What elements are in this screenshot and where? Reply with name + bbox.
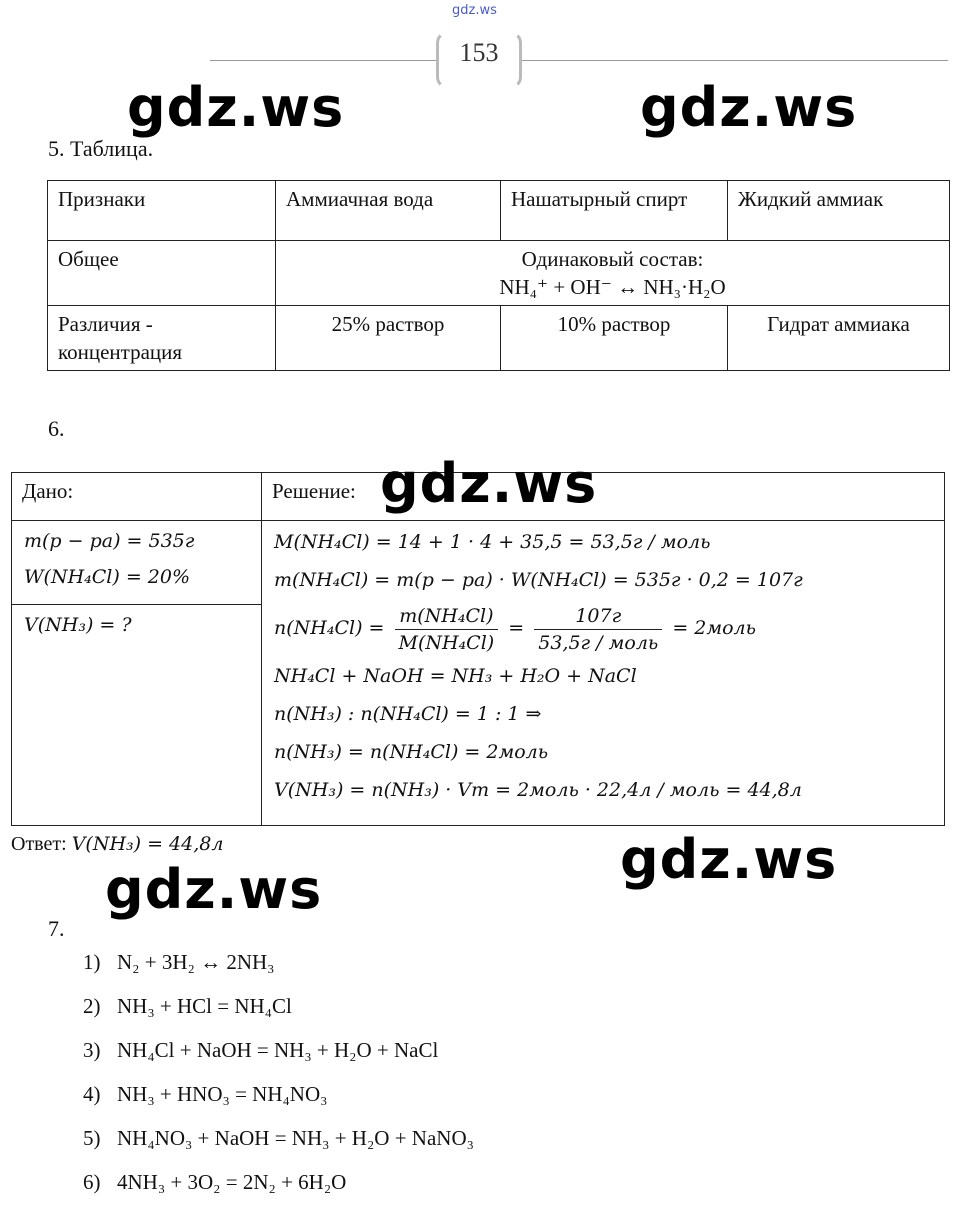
- table-cell-common: [276, 241, 950, 306]
- comparison-table: [47, 180, 950, 371]
- task7-heading: 7.: [48, 916, 65, 941]
- solution-line-fraction: [274, 599, 932, 657]
- common-composition-title: Одинаковый состав:: [521, 247, 704, 271]
- fraction-denominator: M(NH₄Cl): [398, 631, 495, 654]
- table-header: Нашатырный спирт: [501, 181, 728, 241]
- given-cell: [12, 521, 262, 826]
- solution-line: NH₄Cl + NaOH = NH₃ + H₂O + NaCl: [274, 665, 637, 687]
- equation-item: 4) NH₃ + HNO₃ = NH₄NO₃: [83, 1082, 328, 1106]
- fraction-numerator: m(NH₄Cl): [395, 603, 499, 630]
- table-header: Жидкий аммиак: [728, 181, 950, 241]
- watermark: gdz.ws: [127, 76, 345, 139]
- solution-line: m(NH₄Cl) = m(p − pa) · W(NH₄Cl) = 535г · 0,2 = 107г: [274, 569, 803, 591]
- fraction-lhs: n(NH₄Cl) =: [274, 617, 385, 639]
- solution-cell: [262, 521, 945, 826]
- watermark: gdz.ws: [640, 76, 858, 139]
- table-header: Признаки: [48, 181, 276, 241]
- find-value: V(NH₃) = ?: [24, 614, 132, 636]
- watermark: gdz.ws: [380, 452, 598, 515]
- equation-list: [83, 950, 474, 1214]
- answer-value: V(NH₃) = 44,8л: [71, 833, 224, 855]
- solution-header: Решение:: [262, 473, 945, 521]
- task6-heading: 6.: [48, 416, 65, 441]
- given-header: Дано:: [12, 473, 262, 521]
- watermark-small: gdz.ws: [452, 3, 497, 18]
- fraction-numerator: 107г: [534, 603, 662, 630]
- equation-item: 3) NH₄Cl + NaOH = NH₃ + H₂O + NaCl: [83, 1038, 439, 1062]
- page-number: 153: [459, 38, 499, 67]
- solution-line: n(NH₃) = n(NH₄Cl) = 2моль: [274, 741, 549, 763]
- equation-item: 2) NH₃ + HCl = NH₄Cl: [83, 994, 292, 1018]
- equals-sign: =: [508, 617, 525, 639]
- table-cell-label: Различия - концентрация: [48, 306, 276, 371]
- problem-table: [11, 472, 945, 826]
- fraction: [395, 603, 499, 656]
- solution-line: n(NH₃) : n(NH₄Cl) = 1 : 1 ⇒: [274, 703, 542, 725]
- answer: [11, 830, 223, 858]
- answer-label: Ответ:: [11, 833, 67, 855]
- given-mass: m(p − pa) = 535г: [24, 530, 195, 552]
- common-composition-formula: NH₄⁺ + OH⁻ ↔ NH₃·H₂O: [499, 275, 726, 299]
- given-values: [12, 521, 261, 605]
- fraction-rhs: = 2моль: [672, 617, 756, 639]
- given-fraction: W(NH₄Cl) = 20%: [24, 566, 191, 588]
- watermark: gdz.ws: [105, 858, 323, 921]
- solution-line: V(NH₃) = n(NH₃) · Vm = 2моль · 22,4л / моль = 44,8л: [274, 779, 802, 801]
- fraction-denominator: 53,5г / моль: [538, 631, 659, 654]
- table-cell: 25% раствор: [276, 306, 501, 371]
- watermark: gdz.ws: [620, 828, 838, 891]
- task5-heading: 5. Таблица.: [48, 136, 154, 161]
- solution-line: M(NH₄Cl) = 14 + 1 · 4 + 35,5 = 53,5г / моль: [274, 531, 711, 553]
- table-cell: 10% раствор: [501, 306, 728, 371]
- header-rule-left: [210, 60, 436, 61]
- table-cell: Гидрат аммиака: [728, 306, 950, 371]
- equation-item: 5) NH₄NO₃ + NaOH = NH₃ + H₂O + NaNO₃: [83, 1126, 474, 1150]
- fraction: [534, 603, 662, 656]
- equation-item: 6) 4NH₃ + 3O₂ = 2N₂ + 6H₂O: [83, 1170, 347, 1194]
- table-cell-label: Общее: [48, 241, 276, 306]
- table-header: Аммиачная вода: [276, 181, 501, 241]
- header-rule-right: [522, 60, 948, 61]
- equation-item: 1) N₂ + 3H₂ ↔ 2NH₃: [83, 950, 275, 974]
